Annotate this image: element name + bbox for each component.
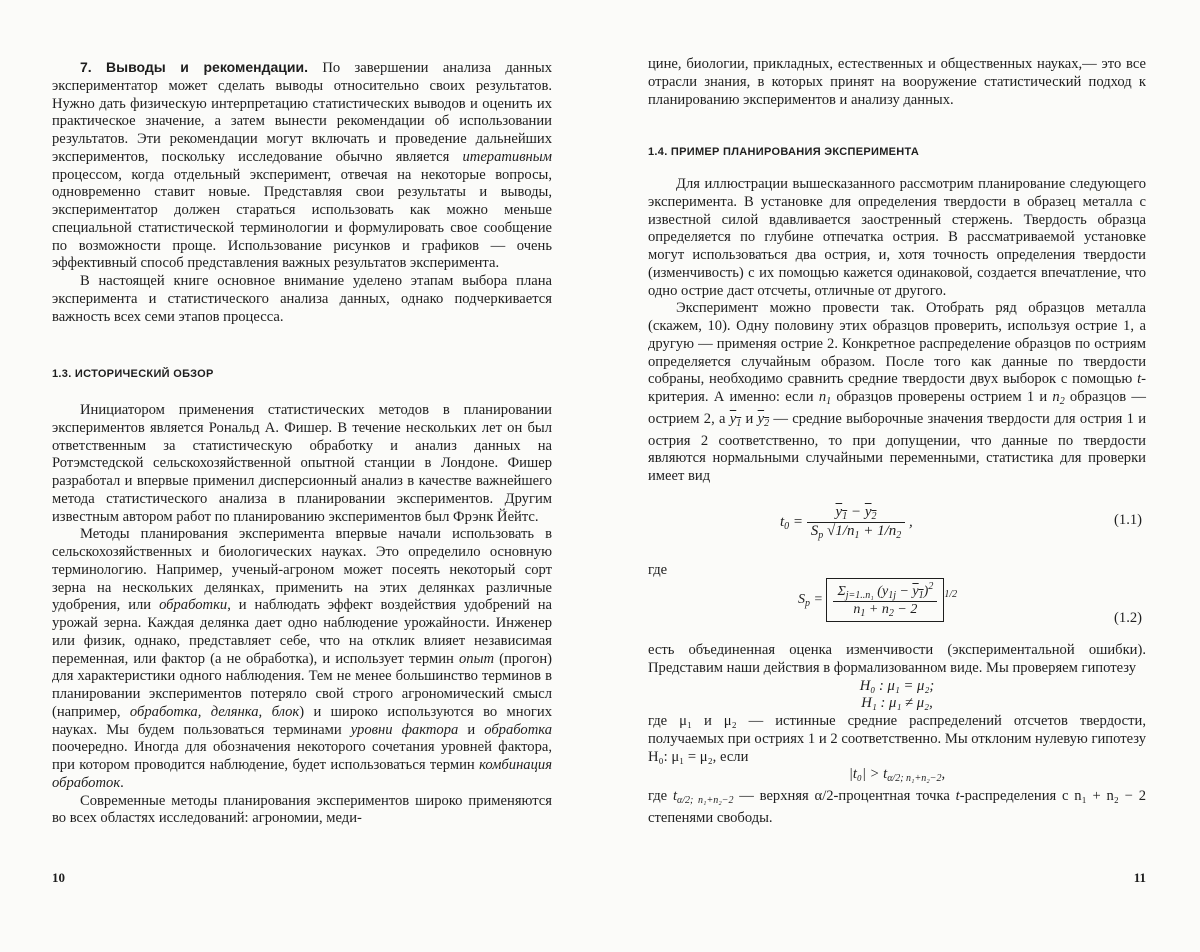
equation-number-1-1: (1.1): [1114, 512, 1142, 528]
formula-sp: $S_p$ = $\frac{\Sigma_{j=1..n_1} (y_{1j} - y_1)^2}{n_1 + n_2 - 2}$ $^{1/2}$: [798, 578, 957, 622]
continuation-block: [648, 56, 1146, 109]
sum-limits: j=1..n₁: [845, 590, 874, 601]
section-7-title: Выводы и рекомендации.: [106, 59, 308, 75]
text-run: , и наблюдать эффект воздействия удобрений на урожай зерна. Каждая делянка дает одно наблюдение урожайности. Инженер или физик, однако, представляет себе, что на отклик влияет независимая переменная, или фактор (а не обработка), и использует термин: [52, 597, 552, 667]
italic-term: опыт: [458, 650, 494, 667]
inequality-main: |t₀| > t: [848, 766, 888, 783]
text-run: — средние выборочные значения твердости для острия 1 и острия 2 соответственно, то при допущении, что данные по твердости являются нормальными случайными переменными, статистика для проверки имеет вид: [648, 410, 1147, 484]
text-run: где: [648, 788, 673, 804]
subscript-1: 1: [826, 396, 832, 407]
subscript-1j: 1j: [888, 590, 896, 601]
section-1-4-heading: 1.4. ПРИМЕР ПЛАНИРОВАНИЯ ЭКСПЕРИМЕНТА: [648, 146, 920, 158]
section-1-4-paragraph-4: где μ₁ и μ₂ — истинные средние распределений отсчетов твердости, получаемых при остриях 1 и 2 соответственно. Мы отклоним нулевую гипотезу H₀: μ₁ = μ₂, если: [648, 713, 1146, 765]
radicand: $1/n_1 + 1/n_2$: [835, 523, 902, 541]
text-run: (прогон) для характеристики одного наблюдения. Тем не менее большинство терминов в планировании экспериментов потеряло свой строго агрономический смысл (например,: [52, 650, 552, 720]
ybar1: $y_1$: [835, 504, 848, 522]
section-7-number: 7.: [80, 59, 92, 75]
hypothesis-h1: H₁ : μ₁ ≠ μ₂,: [861, 695, 933, 712]
exponent-half: 1/2: [944, 589, 958, 601]
equation-1-2: [648, 578, 1146, 638]
n-letter: n: [818, 389, 827, 405]
t-critical-symbol: $t_{\alpha/2; n_1+n_2-2}$: [672, 788, 734, 806]
inequality-subscript: α/2; n₁+n₂−2: [887, 773, 942, 785]
subscript-0: 0: [784, 520, 790, 532]
section-1-3-paragraph-3: Современные методы планирования экспериментов широко применяются во всех областях исследований: агрономии, меди-: [52, 792, 552, 827]
denominator: $S_p$ $√1/n_1 + 1/n_2$: [810, 523, 902, 541]
fraction: [833, 581, 937, 619]
text-run: Методы планирования эксперимента впервые начали использовать в сельскохозяйственных и биологических науках. Это определило основную терминологию. Например, ученый-агроном может посеять некоторый сорт зерна на нескольких делянках, применить на этих делянках различные удобрения, или: [52, 526, 552, 614]
numerator: $y_1 - y_2$: [807, 504, 905, 523]
section-7-block: [52, 59, 552, 326]
text-run: поочередно. Иногда для обозначения некоторого сочетания уровней фактора, при котором проводится наблюдение, будет использоваться термин: [52, 739, 552, 773]
section-1-3-block: [52, 402, 552, 828]
italic-term: обработка, делянка, блок: [129, 703, 300, 720]
text-run: Эксперимент можно провести так. Отобрать ряд образцов металла (скажем, 10). Одну половину этих образцов проверить, используя острие 1, а другую — применяя острие 2. Конкретное распределение образцов по остриям определяется случайным образом. После того как данные по твердости собраны, необходимо сравнить средние твердости двух выборок с помощью: [648, 300, 1146, 388]
text-run: .: [120, 774, 124, 791]
text-run: — верхняя α/2-процентная точка: [733, 788, 956, 804]
subscript-1: 1: [736, 417, 742, 429]
n2-symbol: $n_2$: [1052, 389, 1065, 407]
continuation-paragraph: цине, биологии, прикладных, естественных и общественных науках,— это все отрасли знания, в которых принят на вооружение статистический подход к планированию экспериментов и анализу данных.: [648, 56, 1146, 108]
superscript-2: 2: [928, 581, 934, 592]
subscript-2: 2: [896, 530, 902, 541]
equation-number-1-2: (1.2): [1114, 610, 1142, 626]
ybar1-symbol: $y_1$: [729, 410, 742, 429]
italic-term: обработка: [484, 721, 553, 738]
text-run: образцов проверены острием 1 и: [831, 389, 1053, 405]
subscript-2: 2: [888, 608, 894, 619]
subscript-1: 1: [860, 608, 866, 619]
italic-term: итеративным: [462, 148, 552, 165]
subscript-p: p: [805, 598, 810, 610]
ybar2: $y_2$: [864, 504, 877, 522]
page-number-right: 11: [1133, 870, 1146, 885]
denominator: $n_1 + n_2 - 2$: [853, 602, 918, 619]
section-7-paragraph-1: [52, 59, 552, 273]
text-run: По завершении анализа данных экспериментатор может сделать выводы относительно своих результатов. Нужно дать физическую интерпретацию статистических выводов и оценить их практическое значение, а затем вынести рекомендации об использовании результатов. Эти рекомендации могут включать и проведение дальнейших экспериментов, поскольку исследование обычно является: [52, 60, 552, 165]
numerator: $\Sigma_{j=1..n_1}$ $(y_{1j} - y_1)^2$: [833, 581, 937, 602]
italic-symbol: t: [955, 788, 960, 804]
formula-t0: $t_0$ = $\frac{y_1 - y_2}{S_p √1/n_1 + 1/n_2}$ ,: [780, 504, 913, 541]
section-1-4-paragraph-5: [648, 788, 1146, 828]
ybar2-symbol: $y_2$: [757, 410, 770, 429]
italic-symbol: t: [1137, 371, 1142, 388]
text-run: -критерия. А именно: если: [648, 371, 1146, 405]
rejection-inequality: $|t_0| > t_{\alpha/2; n_1+n_2-2}$,: [848, 766, 946, 785]
section-1-4-tail: [648, 642, 1146, 828]
fraction: [807, 504, 905, 541]
text-run: образцов — острием 2, а: [648, 389, 1146, 427]
t-critical-subscript: α/2; n₁+n₂−2: [677, 795, 734, 806]
subscript-1: 1: [854, 530, 860, 541]
bracket-group: [826, 578, 944, 622]
section-1-3-heading: 1.3. ИСТОРИЧЕСКИЙ ОБЗОР: [52, 368, 214, 380]
subscript-1: 1: [918, 590, 924, 601]
hypothesis-h0: H₀ : μ₁ = μ₂;: [859, 677, 935, 694]
section-1-4-paragraph-3: есть объединенная оценка изменчивости (экспериментальной ошибки). Представим наши действия в формализованном виде. Мы проверяем гипотезу: [648, 642, 1146, 676]
italic-term: обработки: [159, 597, 228, 614]
left-page: [52, 0, 552, 952]
n1-symbol: [819, 389, 831, 405]
italic-term: комбинация обработок: [52, 757, 552, 791]
equation-1-1: [648, 500, 1146, 556]
section-1-3-paragraph-1: Инициатором применения статистических методов в планировании экспериментов является Рональд А. Фишер. В течение нескольких лет он был ответственным за статистическую обработку и анализ данных на Ротэмстедской сельскохозяйственной опытной станции в Лондоне. Фишер разработал и впервые применил дисперсионный анализ в качестве важнейшего метода статистического анализа в планировании экспериментов. Другим известным автором работ по планированию экспериментов был Фрэнк Йейтс.: [52, 402, 552, 525]
page-number-left: 10: [52, 870, 65, 885]
italic-term: уровни фактора: [350, 721, 459, 738]
section-1-4-paragraph-2: Эксперимент можно провести так. Отобрать ряд образцов металла (скажем, 10). Одну половину этих образцов проверить, используя острие 1, а другую — применяя острие 2. Конкретное распределение образцов по остриям определяется случайным образом. После того как данные по твердости собраны, необходимо сравнить средние твердости двух выборок с помощью t-критерия. А именно: если $n_1$ образцов проверены острием 1 и $n_2$ образцов — острием 2, а $y_1$ и $y_2$ — средние выборочные значения твердости для острия 1 и острия 2 соответственно, то при допущении, что данные по твердости являются нормальными случайными переменными, статистика для проверки имеет вид: [648, 300, 1147, 484]
text-run: процессом, когда отдельный эксперимент, отвечая на некоторые вопросы, одновременно ставит новые. Представляя свои результаты и выводы, экспериментатор должен стараться использовать как можно меньше специальной статистической терминологии и формулировать свое сообщение по возможности проще. Использование рисунков и графиков — очень эффективный способ представления важных результатов эксперимента.: [52, 166, 552, 272]
right-page: [648, 0, 1146, 952]
subscript-2: 2: [871, 511, 877, 522]
subscript-p: p: [818, 530, 824, 541]
text-run: -распределения с n₁ + n₂ − 2 степенями свободы.: [648, 788, 1146, 826]
ybar1: $y_1$: [912, 584, 924, 601]
where-label: где: [648, 562, 668, 578]
section-7-paragraph-2: В настоящей книге основное внимание уделено этапам выбора плана эксперимента и статистического анализа данных, однако подчеркивается важность всех семи этапов процесса.: [52, 273, 552, 325]
subscript-2: 2: [764, 417, 770, 429]
section-1-4-paragraph-1: Для иллюстрации вышесказанного рассмотрим планирование следующего эксперимента. В установке для определения твердости в образец металла с известной силой вдавливается заостренный стержень. Твердость образца определяется по глубине отпечатка острия. В рассматриваемой установке могут использоваться два острия, и, хотя точность определения твердости (изменчивость) с их помощью кажется одинаковой, создается впечатление, что одно острие даст отсчеты, отличные от другого.: [648, 176, 1146, 299]
section-1-4-block: [648, 176, 1146, 486]
text-run: и: [458, 721, 485, 738]
subscript-1: 1: [842, 511, 848, 522]
text-run: ) и широко используются во многих науках. Мы будем пользоваться терминами: [52, 703, 552, 738]
subscript-2: 2: [1059, 396, 1065, 407]
section-1-3-paragraph-2: [52, 526, 552, 792]
